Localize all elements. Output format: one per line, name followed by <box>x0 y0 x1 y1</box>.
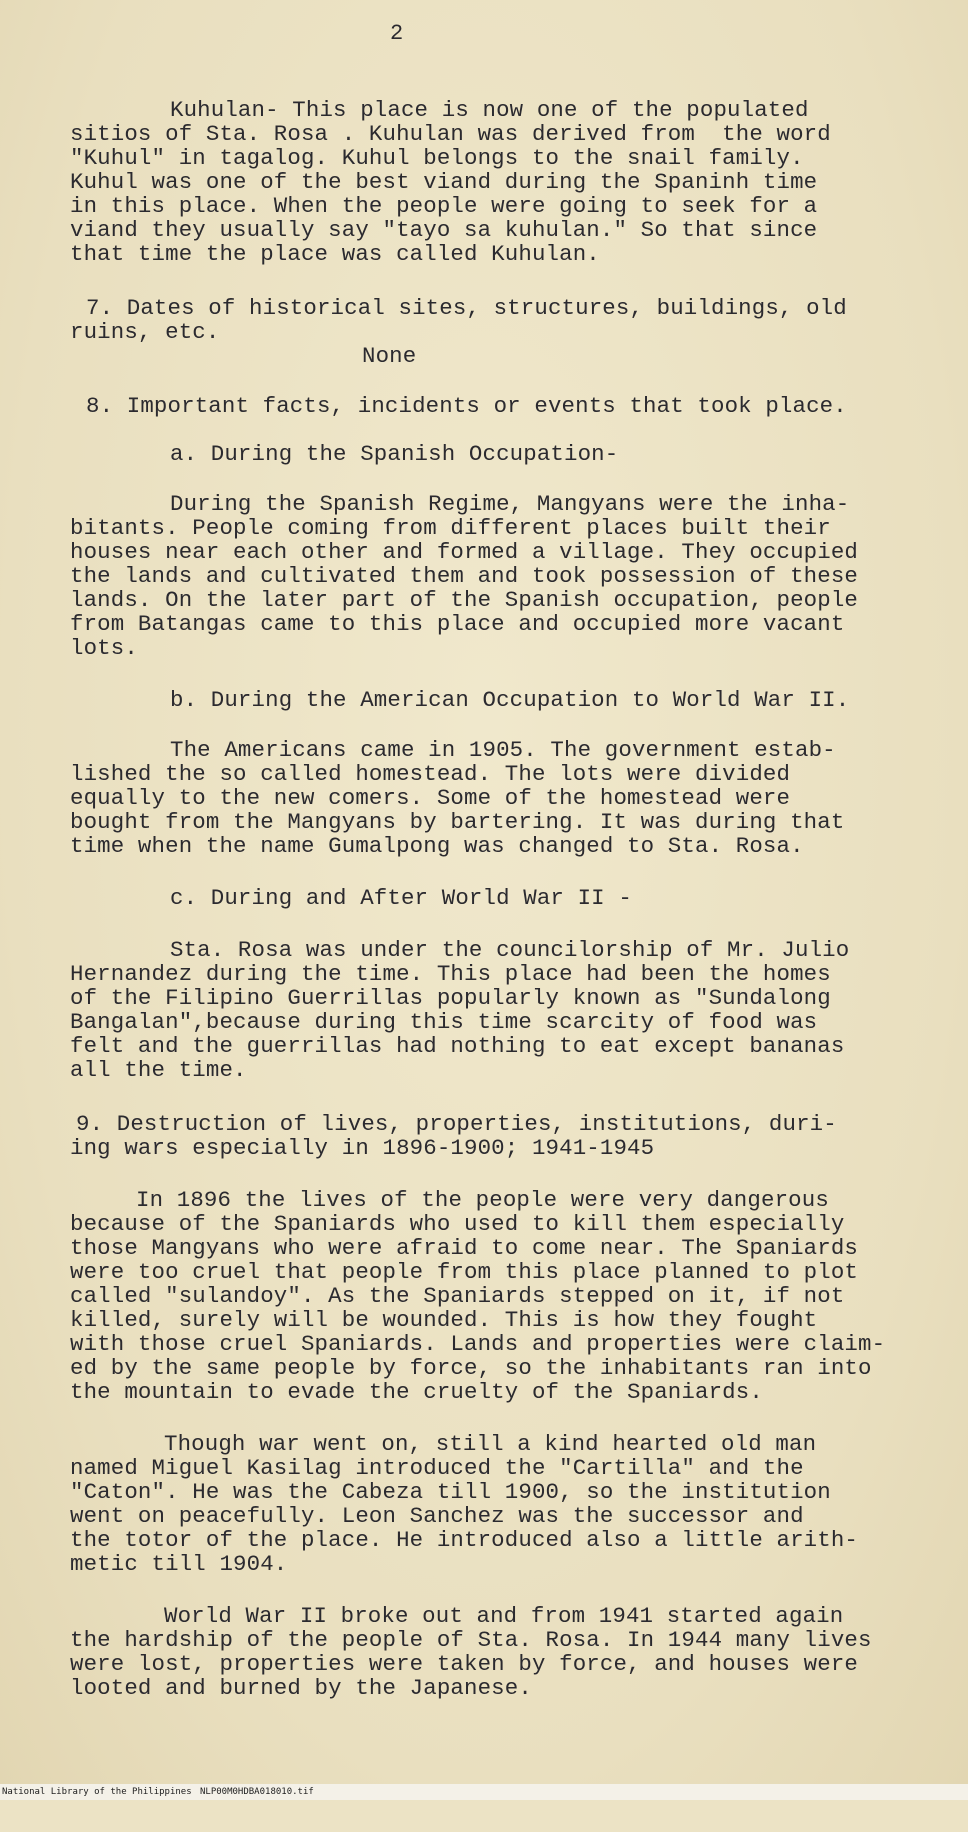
text-line: lots. <box>70 635 138 661</box>
text-line: World War II broke out and from 1941 started again <box>164 1603 844 1629</box>
footer-source: National Library of the Philippines <box>2 1787 192 1797</box>
text-line: called "sulandoy". As the Spaniards stepped on it, if not <box>70 1283 845 1309</box>
text-line: killed, surely will be wounded. This is how they fought <box>70 1307 818 1333</box>
text-line: in this place. When the people were going to seek for a <box>70 193 818 219</box>
text-line: felt and the guerrillas had nothing to eat except bananas <box>70 1033 845 1059</box>
text-line: were lost, properties were taken by force, and houses were <box>70 1651 859 1677</box>
text-line: went on peacefully. Leon Sanchez was the successor and <box>70 1503 804 1529</box>
text-line: Kuhulan- This place is now one of the populated <box>170 97 809 123</box>
section-heading-8: 8. Important facts, incidents or events that took place. <box>86 393 847 419</box>
text-line: that time the place was called Kuhulan. <box>70 241 600 267</box>
text-line: Bangalan",because during this time scarcity of food was <box>70 1009 818 1035</box>
text-line: lands. On the later part of the Spanish occupation, people <box>70 587 859 613</box>
text-line: bought from the Mangyans by bartering. It was during that <box>70 809 845 835</box>
text-line: all the time. <box>70 1057 247 1083</box>
none-label: None <box>362 343 417 369</box>
text-line: with those cruel Spaniards. Lands and properties were claim- <box>70 1331 886 1357</box>
text-line: the mountain to evade the cruelty of the Spaniards. <box>70 1379 763 1405</box>
text-line: looted and burned by the Japanese. <box>70 1675 532 1701</box>
text-line: bitants. People coming from different places built their <box>70 515 831 541</box>
text-line: houses near each other and formed a village. They occupied <box>70 539 859 565</box>
text-line: time when the name Gumalpong was changed to Sta. Rosa. <box>70 833 804 859</box>
subheading-ww2: c. During and After World War II - <box>170 885 632 911</box>
subheading-spanish: a. During the Spanish Occupation- <box>170 441 619 467</box>
section-heading-7: 7. Dates of historical sites, structures, buildings, old <box>86 295 847 321</box>
text-line: Though war went on, still a kind hearted old man <box>164 1431 817 1457</box>
subheading-american: b. During the American Occupation to World War II. <box>170 687 850 713</box>
text-line: ing wars especially in 1896-1900; 1941-1945 <box>70 1135 655 1161</box>
text-line: those Mangyans who were afraid to come near. The Spaniards <box>70 1235 859 1261</box>
footer-file: NLP00M0HDBA018010.tif <box>200 1787 314 1797</box>
text-line: viand they usually say "tayo sa kuhulan." So that since <box>70 217 818 243</box>
section-heading-9: 9. Destruction of lives, properties, institutions, duri- <box>76 1111 837 1137</box>
text-line: "Caton". He was the Cabeza till 1900, so the institution <box>70 1479 831 1505</box>
text-line: Hernandez during the time. This place had been the homes <box>70 961 831 987</box>
text-line: Kuhul was one of the best viand during the Spaninh time <box>70 169 818 195</box>
text-line: Sta. Rosa was under the councilorship of Mr. Julio <box>170 937 850 963</box>
text-line: because of the Spaniards who used to kill them especially <box>70 1211 845 1237</box>
text-line: the totor of the place. He introduced also a little arith- <box>70 1527 859 1553</box>
text-line: ed by the same people by force, so the inhabitants ran into <box>70 1355 872 1381</box>
page-number: 2 <box>390 21 404 46</box>
text-line: the lands and cultivated them and took possession of these <box>70 563 859 589</box>
text-line: "Kuhul" in tagalog. Kuhul belongs to the snail family. <box>70 145 804 171</box>
text-line: from Batangas came to this place and occupied more vacant <box>70 611 845 637</box>
text-line: of the Filipino Guerrillas popularly known as "Sundalong <box>70 985 831 1011</box>
text-line: the hardship of the people of Sta. Rosa. In 1944 many lives <box>70 1627 872 1653</box>
text-line: named Miguel Kasilag introduced the "Cartilla" and the <box>70 1455 804 1481</box>
scan-footer <box>0 1784 968 1800</box>
text-line: In 1896 the lives of the people were very dangerous <box>136 1187 829 1213</box>
text-line: sitios of Sta. Rosa . Kuhulan was derived from the word <box>70 121 831 147</box>
text-line: metic till 1904. <box>70 1551 288 1577</box>
text-line: The Americans came in 1905. The government estab- <box>170 737 836 763</box>
text-line: During the Spanish Regime, Mangyans were the inha- <box>170 491 850 517</box>
text-line: were too cruel that people from this place planned to plot <box>70 1259 859 1285</box>
text-line: equally to the new comers. Some of the homestead were <box>70 785 791 811</box>
text-line: ruins, etc. <box>70 319 220 345</box>
text-line: lished the so called homestead. The lots were divided <box>70 761 791 787</box>
